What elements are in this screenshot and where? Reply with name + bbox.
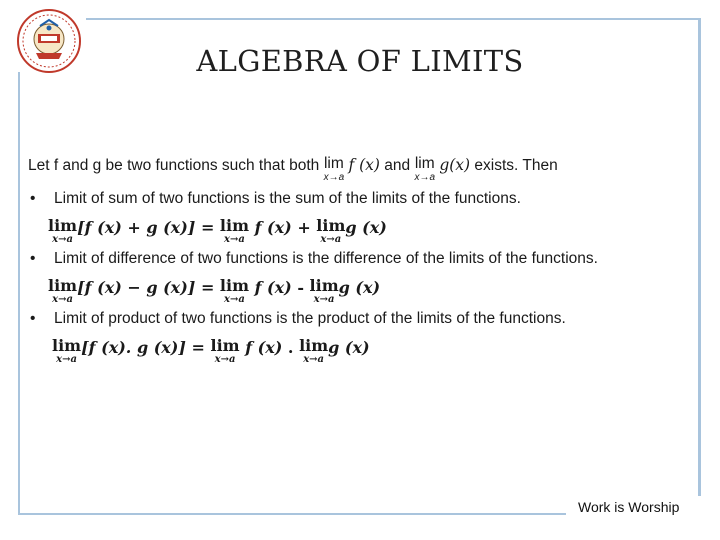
- slide-frame-left: [18, 72, 20, 514]
- lim-subscript: x→a: [56, 354, 77, 365]
- slide-frame-top: [86, 18, 700, 20]
- lim-subscript: x→a: [303, 354, 325, 365]
- bullet-icon: •: [30, 190, 36, 207]
- bullet-text: Limit of difference of two functions is the difference of the limits of the functions.: [54, 250, 598, 267]
- bullet-icon: •: [30, 250, 36, 267]
- formula-term-f: f (x): [254, 218, 292, 237]
- lim-subscript: x→a: [320, 234, 342, 245]
- lim-word: lim: [309, 276, 339, 295]
- lim-word: lim: [219, 216, 250, 235]
- bullet-text: Limit of sum of two functions is the sum of the limits of the functions.: [54, 190, 521, 207]
- formula-operator: -: [297, 278, 304, 297]
- lim-word: lim: [299, 336, 329, 355]
- lim-word: lim: [414, 155, 435, 172]
- formula-lim: [299, 338, 328, 365]
- formula-lim: [48, 218, 77, 245]
- slide-frame-bottom: [18, 513, 566, 515]
- formula-operator: +: [297, 218, 311, 237]
- lim-word: lim: [52, 336, 82, 355]
- formula-lhs: [f (x) − g (x)]: [77, 278, 196, 297]
- lim-word: lim: [219, 276, 250, 295]
- formula-lim: [52, 338, 81, 365]
- formula-equals: =: [191, 338, 205, 357]
- formula-lhs: [f (x). g (x)]: [81, 338, 186, 357]
- formula-equals: =: [200, 278, 215, 297]
- formula-term-f: f (x): [254, 278, 292, 297]
- bullet-icon: •: [30, 310, 36, 327]
- lim-word: lim: [316, 216, 346, 235]
- lim-word: lim: [48, 276, 78, 295]
- formula-lim: [211, 338, 240, 365]
- lim-subscript: x→a: [224, 294, 245, 305]
- formula-operator: .: [287, 338, 294, 357]
- intro-suffix: exists. Then: [474, 157, 558, 174]
- formula-term-g: g (x): [328, 338, 370, 357]
- formula-sum: [48, 218, 387, 245]
- formula-lim: [48, 278, 77, 305]
- formula-lim: [316, 218, 345, 245]
- formula-difference: [48, 278, 380, 305]
- formula-term-f: f (x): [245, 338, 283, 357]
- lim-subscript: x→a: [313, 294, 335, 305]
- formula-lim: [220, 218, 249, 245]
- formula-lim: [220, 278, 249, 305]
- intro-expr-f: f (x): [348, 156, 380, 174]
- intro-and: and: [384, 157, 411, 174]
- intro-limit-f: [324, 156, 345, 183]
- lim-word: lim: [323, 155, 344, 172]
- bullet-text: Limit of product of two functions is the product of the limits of the functions.: [54, 310, 566, 327]
- lim-word: lim: [210, 336, 240, 355]
- formula-equals: =: [200, 218, 215, 237]
- intro-expr-g: g(x): [439, 156, 471, 174]
- intro-sentence: [28, 156, 558, 183]
- slide-title: ALGEBRA OF LIMITS: [196, 44, 524, 78]
- lim-subscript: x→a: [414, 171, 436, 183]
- formula-lim: [310, 278, 339, 305]
- slide-frame-right: [698, 18, 701, 496]
- lim-subscript: x→a: [323, 171, 345, 183]
- intro-limit-g: [414, 156, 435, 183]
- lim-subscript: x→a: [52, 294, 73, 305]
- lim-subscript: x→a: [224, 234, 245, 245]
- lim-subscript: x→a: [52, 234, 73, 245]
- formula-term-g: g (x): [338, 278, 381, 297]
- formula-term-g: g (x): [345, 218, 387, 237]
- lim-subscript: x→a: [214, 354, 236, 365]
- formula-lhs: [f (x) + g (x)]: [77, 218, 196, 237]
- formula-product: [52, 338, 370, 365]
- lim-word: lim: [48, 216, 78, 235]
- intro-prefix: Let f and g be two functions such that both: [28, 157, 320, 174]
- footer-motto: Work is Worship: [578, 499, 680, 515]
